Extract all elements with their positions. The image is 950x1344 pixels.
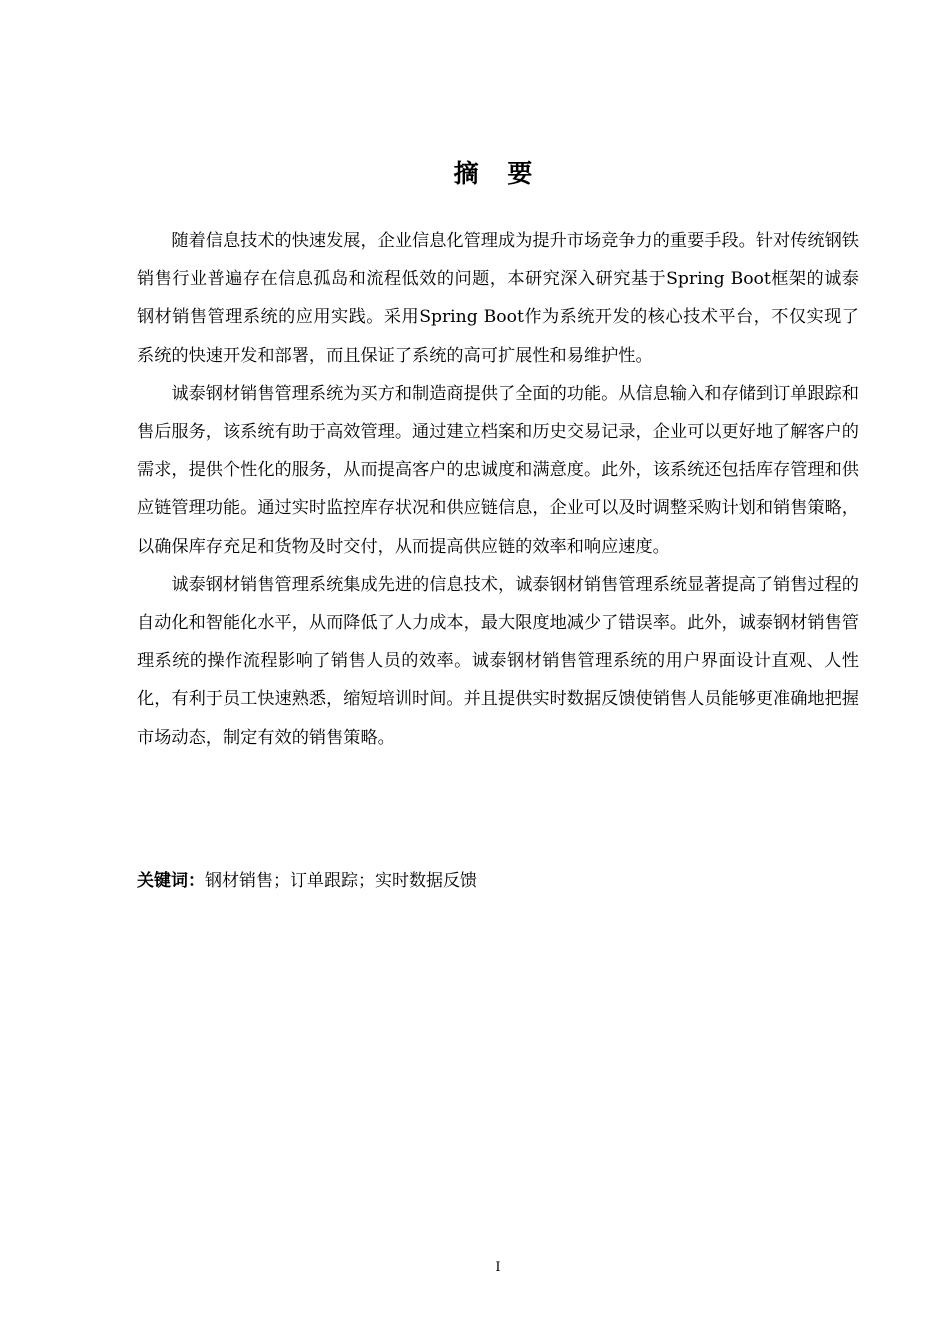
keywords-label: 关键词：: [137, 871, 205, 891]
keywords-value: 钢材销售；订单跟踪；实时数据反馈: [205, 871, 477, 891]
page-number: I: [495, 1260, 501, 1275]
abstract-title: 摘 要: [453, 159, 543, 188]
abstract-body: [137, 222, 859, 757]
abstract-paragraph-3: 诚泰钢材销售管理系统集成先进的信息技术，诚泰钢材销售管理系统显著提高了销售过程的自动化和智能化水平，从而降低了人力成本，最大限度地减少了错误率。此外，诚泰钢材销售管理系统的操作流程影响了销售人员的效率。诚泰钢材销售管理系统的用户界面设计直观、人性化，有利于员工快速熟悉，缩短培训时间。并且提供实时数据反馈使销售人员能够更准确地把握市场动态，制定有效的销售策略。: [137, 574, 859, 748]
keywords-line: [137, 866, 859, 896]
abstract-paragraph-1: 随着信息技术的快速发展，企业信息化管理成为提升市场竞争力的重要手段。针对传统钢铁销售行业普遍存在信息孤岛和流程低效的问题，本研究深入研究基于Spring Boot框架的诚泰钢材销售管理系统的应用实践。采用Spring Boot作为系统开发的核心技术平台，不仅实现了系统的快速开发和部署，而且保证了系统的高可扩展性和易维护性。: [137, 231, 859, 366]
abstract-paragraph-2: 诚泰钢材销售管理系统为买方和制造商提供了全面的功能。从信息输入和存储到订单跟踪和售后服务，该系统有助于高效管理。通过建立档案和历史交易记录，企业可以更好地了解客户的需求，提供个性化的服务，从而提高客户的忠诚度和满意度。此外，该系统还包括库存管理和供应链管理功能。通过实时监控库存状况和供应链信息，企业可以及时调整采购计划和销售策略，以确保库存充足和货物及时交付，从而提高供应链的效率和响应速度。: [137, 383, 859, 557]
